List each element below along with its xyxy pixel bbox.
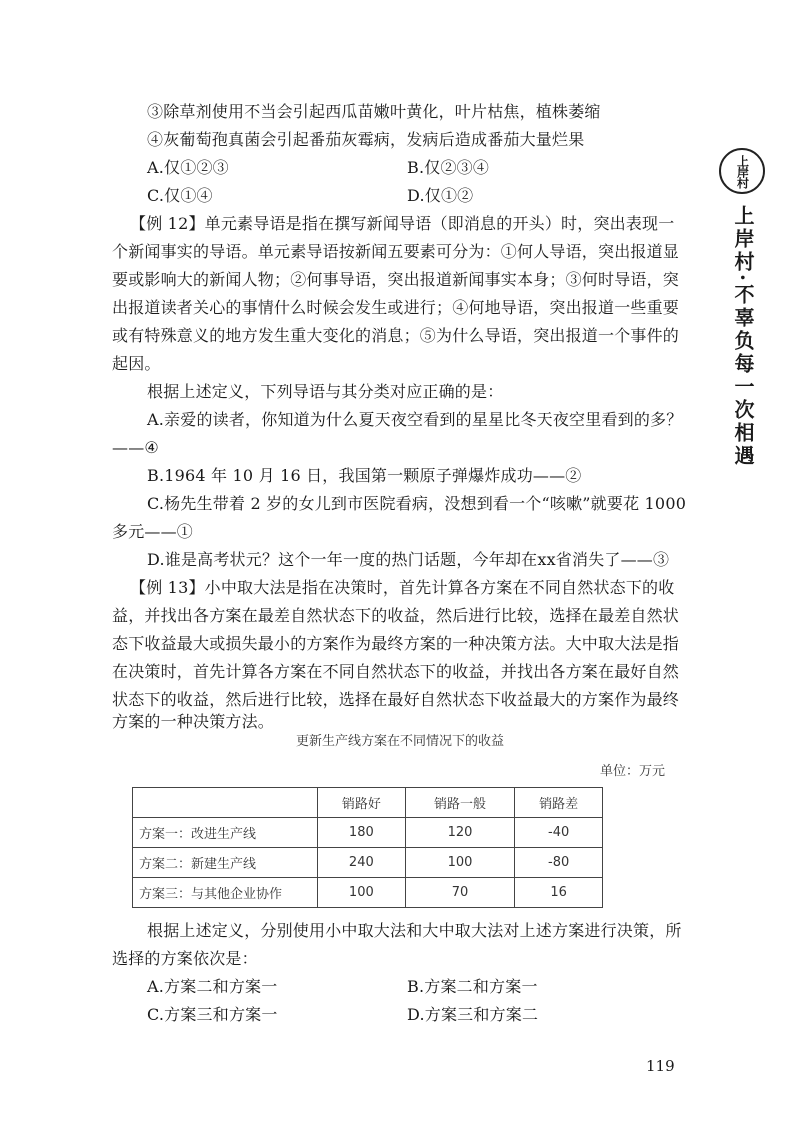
table-cell: -80 xyxy=(515,848,603,878)
table-cell: 方案二：新建生产线 xyxy=(133,848,318,878)
table-cell: 120 xyxy=(405,818,515,848)
example13-line-3: 态下收益最大或损失最小的方案作为最终方案的一种决策方法。大中取大法是指 xyxy=(112,634,680,653)
example13-line-2: 益，并找出各方案在最差自然状态下的收益，然后进行比较，选择在最差自然状 xyxy=(112,606,680,625)
example12-option-a-cont: ——④ xyxy=(112,438,159,457)
example12-option-c: C.杨先生带着 2 岁的女儿到市医院看病，没想到看一个“咳嗽”就要花 1000 xyxy=(147,494,687,513)
question-statement-3: ③除草剂使用不当会引起西瓜苗嫩叶黄化，叶片枯焦，植株萎缩 xyxy=(147,102,601,121)
question-statement-4: ④灰葡萄孢真菌会引起番茄灰霉病，发病后造成番茄大量烂果 xyxy=(147,130,585,149)
table-header-cell: 销路一般 xyxy=(405,788,515,818)
example12-option-c-cont: 多元——① xyxy=(112,522,194,541)
option-d: D.仅①② xyxy=(407,186,474,205)
example13-question-2: 选择的方案依次是： xyxy=(112,949,258,968)
option-a: A.仅①②③ xyxy=(147,158,229,177)
table-header-cell xyxy=(133,788,318,818)
example12-line-1: 【例 12】单元素导语是指在撰写新闻导语（即消息的开头）时，突出表现一 xyxy=(130,214,675,233)
revenue-table xyxy=(132,787,603,908)
table-row xyxy=(133,878,603,908)
table-caption: 更新生产线方案在不同情况下的收益 xyxy=(295,734,504,749)
brand-logo xyxy=(719,148,765,194)
example12-line-3: 要或影响大的新闻人物；②何事导语，突出报道新闻事实本身；③何时导语，突 xyxy=(112,270,680,289)
table-cell: 16 xyxy=(515,878,603,908)
example12-line-2: 个新闻事实的导语。单元素导语按新闻五要素可分为：①何人导语，突出报道显 xyxy=(112,242,680,261)
example12-line-5: 或有特殊意义的地方发生重大变化的消息；⑤为什么导语，突出报道一个事件的 xyxy=(112,326,680,345)
table-unit: 单位：万元 xyxy=(600,764,666,779)
table-cell: 240 xyxy=(318,848,406,878)
table-cell: 方案三：与其他企业协作 xyxy=(133,878,318,908)
example12-line-4: 出报道读者关心的事情什么时候会发生或进行；④何地导语，突出报道一些重要 xyxy=(112,298,680,317)
table-header-cell: 销路差 xyxy=(515,788,603,818)
example13-line-6: 方案的一种决策方法。 xyxy=(112,712,275,731)
table-cell: 方案一：改进生产线 xyxy=(133,818,318,848)
example13-line-1: 【例 13】小中取大法是指在决策时，首先计算各方案在不同自然状态下的收 xyxy=(130,578,675,597)
brand-slogan: 上岸村·不辜负每一次相遇 xyxy=(731,205,755,468)
example12-question: 根据上述定义，下列导语与其分类对应正确的是： xyxy=(147,382,504,401)
option-c: C.仅①④ xyxy=(147,186,213,205)
option-b: B.仅②③④ xyxy=(407,158,490,177)
table-cell: 180 xyxy=(318,818,406,848)
example13-option-c: C.方案三和方案一 xyxy=(147,1005,278,1024)
example12-option-a: A.亲爱的读者，你知道为什么夏天夜空看到的星星比冬天夜空里看到的多？ xyxy=(147,410,683,429)
table-header-row xyxy=(133,788,603,818)
table-row xyxy=(133,848,603,878)
table-cell: -40 xyxy=(515,818,603,848)
example12-option-d: D.谁是高考状元？这个一年一度的热门话题，今年却在xx省消失了——③ xyxy=(147,550,670,569)
table-cell: 100 xyxy=(405,848,515,878)
example13-option-b: B.方案二和方案一 xyxy=(407,977,538,996)
brand-logo-text: 上岸村 xyxy=(735,154,750,188)
table-cell: 70 xyxy=(405,878,515,908)
example12-line-6: 起因。 xyxy=(112,354,161,373)
example13-line-5: 状态下的收益，然后进行比较，选择在最好自然状态下收益最大的方案作为最终 xyxy=(112,690,680,709)
example13-line-4: 在决策时，首先计算各方案在不同自然状态下的收益，并找出各方案在最好自然 xyxy=(112,662,680,681)
table-row xyxy=(133,818,603,848)
example13-option-a: A.方案二和方案一 xyxy=(147,977,278,996)
example12-option-b: B.1964 年 10 月 16 日，我国第一颗原子弹爆炸成功——② xyxy=(147,466,582,485)
page-number: 119 xyxy=(646,1057,675,1075)
table-header-cell: 销路好 xyxy=(318,788,406,818)
table-cell: 100 xyxy=(318,878,406,908)
example13-question-1: 根据上述定义，分别使用小中取大法和大中取大法对上述方案进行决策，所 xyxy=(147,921,682,940)
example13-option-d: D.方案三和方案二 xyxy=(407,1005,539,1024)
